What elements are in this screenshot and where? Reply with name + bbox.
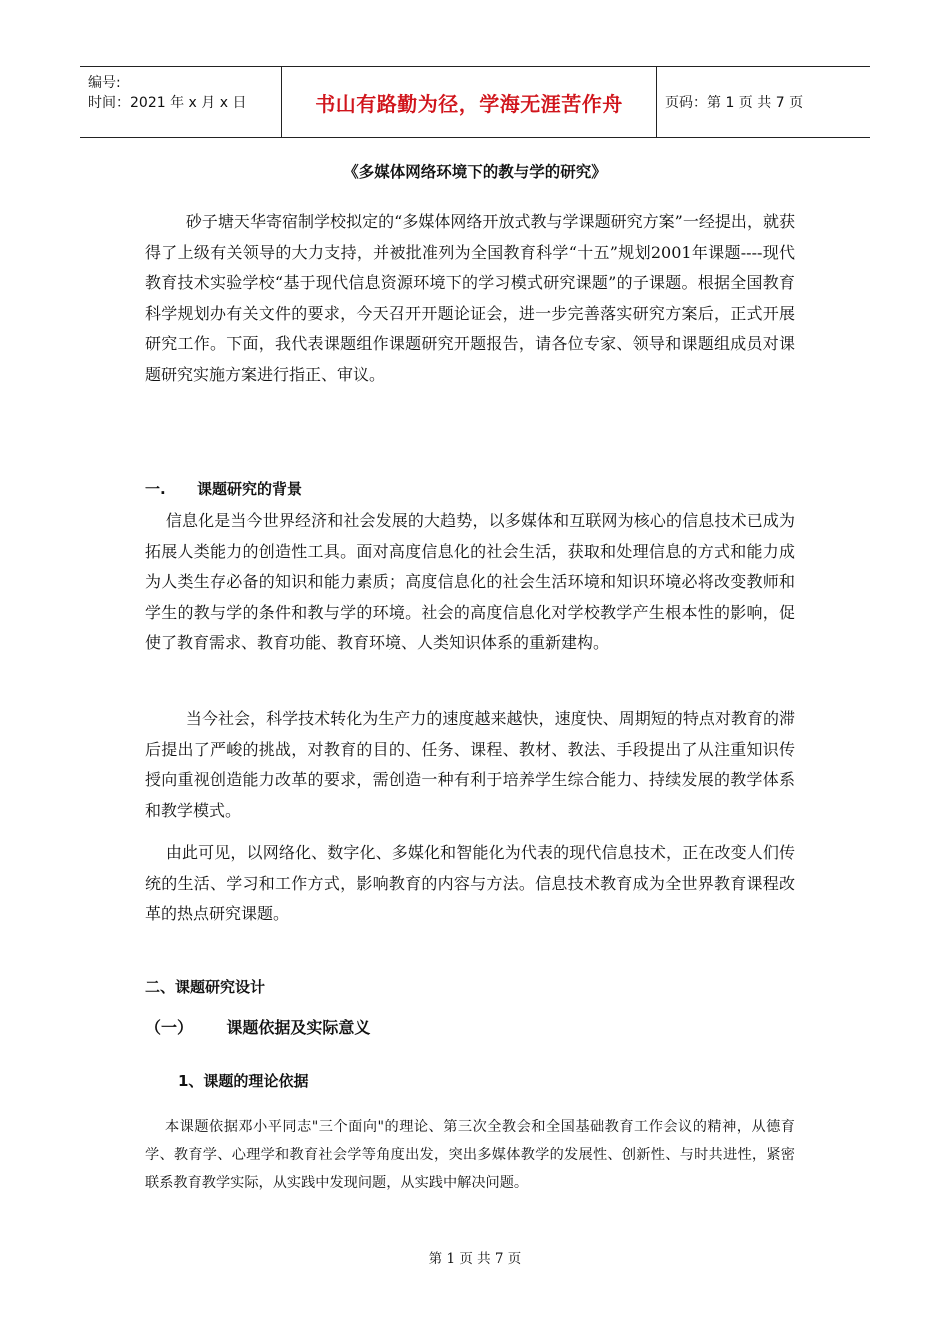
header-table	[80, 66, 870, 138]
subsection-heading: （一） 课题依据及实际意义	[145, 1018, 371, 1037]
section1-heading: 一. 课题研究的背景	[145, 480, 303, 498]
section2-heading: 二、课题研究设计	[145, 978, 266, 996]
section1-paragraph-2: 当今社会，科学技术转化为生产力的速度越来越快，速度快、周期短的特点对教育的滞后提出了严峻的挑战，对教育的目的、任务、课程、教材、教法、手段提出了从注重知识传授向重视创造能力改革的要求，需创造一种有利于培养学生综合能力、持续发展的教学体系和教学模式。	[145, 709, 795, 820]
date-label: 时间：2021 年 x 月 x 日	[88, 95, 247, 111]
item1-heading: 1、课题的理论依据	[178, 1072, 309, 1090]
serial-label: 编号:	[88, 75, 121, 91]
section1-paragraph-1: 信息化是当今世界经济和社会发展的大趋势，以多媒体和互联网为核心的信息技术已成为拓展人类能力的创造性工具。面对高度信息化的社会生活，获取和处理信息的方式和能力成为人类生存必备的知识和能力素质；高度信息化的社会生活环境和知识环境必将改变教师和学生的教与学的条件和教与学的环境。社会的高度信息化对学校教学产生根本性的影响，促使了教育需求、教育功能、教育环境、人类知识体系的重新建构。	[145, 511, 795, 652]
item1-paragraph: 本课题依据邓小平同志"三个面向"的理论、第三次全教会和全国基础教育工作会议的精神，从德育学、教育学、心理学和教育社会学等角度出发，突出多媒体教学的发展性、创新性、与时共进性，紧密联系教育教学实际，从实践中发现问题，从实践中解决问题。	[145, 1119, 795, 1191]
header-left-cell	[80, 67, 281, 137]
page-footer: 第 1 页 共 7 页	[428, 1251, 522, 1267]
motto: 书山有路勤为径，学海无涯苦作舟	[281, 67, 657, 137]
page-info: 页码：第 1 页 共 7 页	[665, 95, 804, 111]
intro-paragraph: 砂子塘天华寄宿制学校拟定的“多媒体网络开放式教与学课题研究方案”一经提出，就获得了上级有关领导的大力支持，并被批准列为全国教育科学“十五”规划2001年课题----现代教育技术实验学校“基于现代信息资源环境下的学习模式研究课题”的子课题。根据全国教育科学规划办有关文件的要求，今天召开开题论证会，进一步完善落实研究方案后，正式开展研究工作。下面，我代表课题组作课题研究开题报告，请各位专家、领导和课题组成员对课题研究实施方案进行指正、审议。	[145, 212, 795, 384]
document-title: 《多媒体网络环境下的教与学的研究》	[343, 163, 607, 181]
section1-paragraph-3: 由此可见，以网络化、数字化、多媒化和智能化为代表的现代信息技术，正在改变人们传统的生活、学习和工作方式，影响教育的内容与方法。信息技术教育成为全世界教育课程改革的热点研究课题。	[145, 843, 795, 923]
